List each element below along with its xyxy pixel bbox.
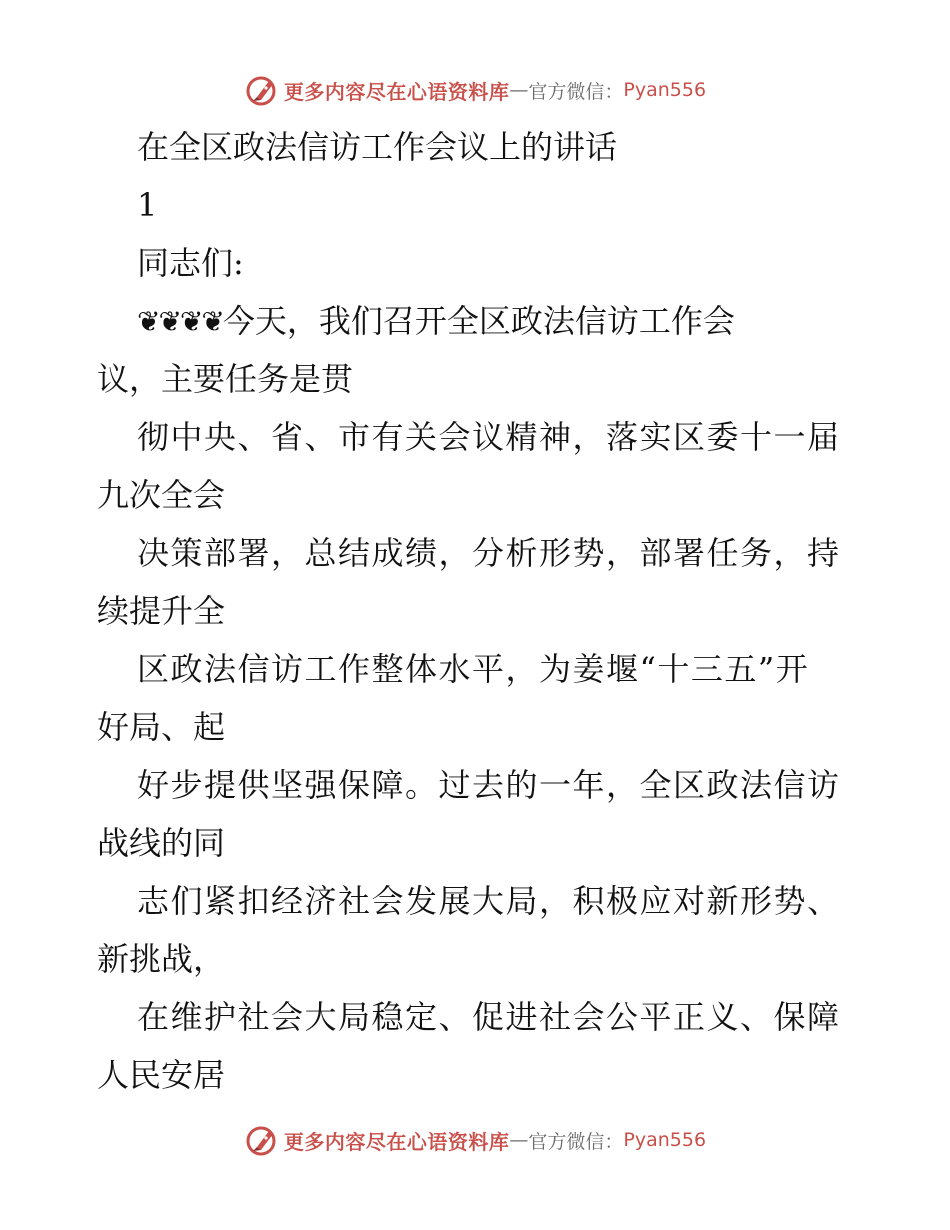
paragraph-line: 战线的同 — [97, 824, 226, 862]
watermark-wechat-id: Pyan556 — [623, 1129, 707, 1151]
paragraph-line: 九次全会 — [97, 476, 226, 514]
page-number: 1 — [137, 186, 158, 224]
watermark-text: 更多内容尽在心语资料库 — [283, 79, 510, 104]
watermark-dash: — — [509, 79, 529, 101]
watermark-header — [0, 70, 950, 110]
paragraph-line: 彻中央、省、市有关会议精神，落实区委十一届 — [137, 418, 841, 456]
watermark-wechat-label: 官方微信： — [528, 1130, 624, 1153]
pen-nib-logo-icon — [244, 1122, 280, 1158]
watermark-footer — [0, 1120, 950, 1160]
paragraph-line-text: 今天，我们召开全区政法信访工作会 — [222, 302, 735, 340]
watermark-dash: — — [509, 1129, 529, 1151]
paragraph-line: 续提升全 — [97, 592, 226, 630]
paragraph-line: 决策部署，总结成绩，分析形势，部署任务，持 — [137, 534, 841, 572]
watermark-wechat-label: 官方微信： — [528, 80, 624, 103]
paragraph-line: 新挑战， — [97, 940, 226, 978]
document-title: 在全区政法信访工作会议上的讲话 — [137, 128, 618, 166]
paragraph-line: 议，主要任务是贯 — [97, 360, 354, 398]
paragraph-line — [97, 292, 857, 350]
paragraph-line: 在维护社会大局稳定、促进社会公平正义、保障 — [137, 998, 841, 1036]
paragraph-line: 区政法信访工作整体水平，为姜堰“十三五”开 — [137, 650, 810, 688]
watermark-text: 更多内容尽在心语资料库 — [283, 1129, 510, 1154]
watermark-wechat-id: Pyan556 — [623, 79, 707, 101]
paragraph-line: 好局、起 — [97, 708, 226, 746]
salutation: 同志们: — [137, 244, 244, 282]
paragraph-line: 好步提供坚强保障。过去的一年，全区政法信访 — [137, 766, 841, 804]
fleuron-icon: ❦❦❦❦ — [137, 305, 223, 338]
document-body — [97, 118, 857, 1104]
paragraph-line: 志们紧扣经济社会发展大局，积极应对新形势、 — [137, 882, 841, 920]
pen-nib-logo-icon — [244, 72, 280, 108]
paragraph-line: 人民安居 — [97, 1056, 226, 1094]
